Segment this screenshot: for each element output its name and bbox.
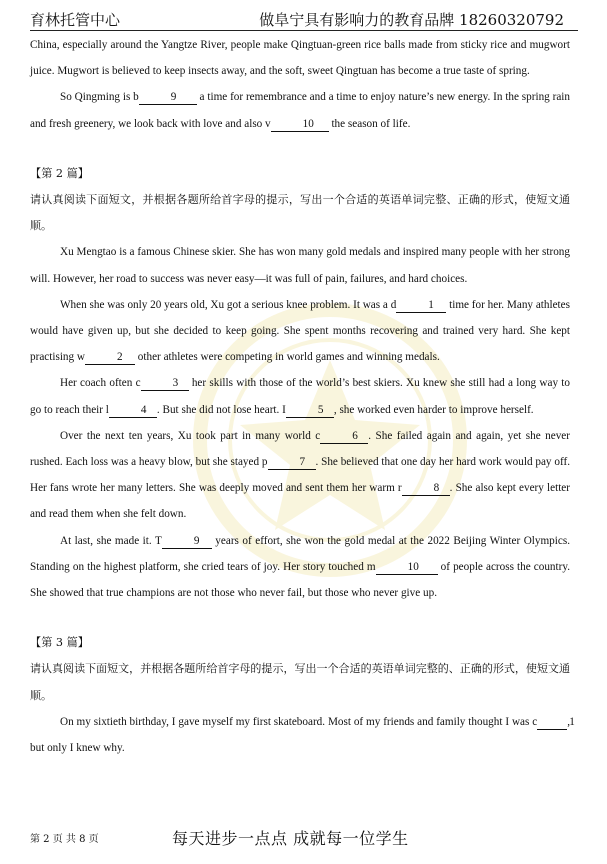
- answer-blank-9[interactable]: 9: [139, 91, 197, 105]
- answer-blank-6[interactable]: 6: [320, 430, 368, 444]
- page-footer: [30, 826, 578, 850]
- text-run: time for her. Many athletes would have given up, but she decided to keep going. She spent months recovering and trained very hard. She kept practising w: [30, 298, 570, 364]
- passage1-paragraph1: China, especially around the Yangtze River, people make Qingtuan-green rice balls made from sticky rice and mugwort juice. Mugwort is believed to keep insects away, and the soft, sweet Qingtuan has become a true taste of spring.: [30, 39, 570, 78]
- page-number: 第 2 页 共 8 页: [30, 834, 99, 845]
- text-run: a time for remembrance and a time to enjoy nature’s new energy. In the spring rain and fresh greenery, we look back with love and also v: [30, 91, 571, 130]
- header-tagline: 做阜宁具有影响力的教育品牌 18260320792: [259, 11, 564, 29]
- text-run: of people across the country. She showed that true champions are not those who never fail, but those who never give up.: [30, 560, 571, 600]
- answer-blank-2[interactable]: 2: [85, 351, 135, 365]
- text-run: When she was only 20 years old, Xu got a serious knee problem. It was a d: [60, 298, 397, 311]
- page-header: [30, 8, 578, 31]
- footer-slogan: 每天进步一点点 成就每一位学生: [172, 829, 409, 848]
- text-run: her skills with those of the world’s best skiers. Xu knew she still had a long way to go to reach their l: [30, 377, 570, 416]
- section3-paragraph1: [30, 709, 575, 761]
- answer-blank-3[interactable]: 3: [141, 377, 189, 391]
- header-org: 育林托管中心: [30, 11, 121, 29]
- section2-paragraph2: [30, 292, 570, 371]
- answer-blank-7[interactable]: 7: [268, 456, 316, 470]
- passage1-paragraph2: [30, 84, 570, 136]
- section2-paragraph1: Xu Mengtao is a famous Chinese skier. She has won many gold medals and inspired many people with her strong will. However, her road to success was never easy—it was full of pain, failures, and hard choices.: [30, 246, 570, 285]
- answer-blank-8[interactable]: 8: [402, 482, 450, 496]
- section2-paragraph4: [30, 423, 570, 528]
- text-run: years of effort, she won the gold medal at the 2022 Beijing Winter Olympics. Standing on the highest platform, she cried tears of joy. Her story touched m: [30, 534, 571, 573]
- section3-title: 【第 3 篇】: [30, 636, 89, 650]
- answer-blank-10[interactable]: 10: [271, 118, 329, 132]
- text-run: the season of life.: [328, 117, 411, 130]
- section3-instruction: 请认真阅读下面短文，并根据各题所给首字母的提示，写出一个合适的英语单词完整的、正确的形式，使短文通顺。: [30, 662, 570, 702]
- text-run: , but only I knew why.: [30, 715, 570, 755]
- text-run: , she worked even harder to improve herself.: [333, 403, 534, 416]
- answer-blank-1[interactable]: 1: [396, 299, 446, 313]
- text-run: Over the next ten years, Xu took part in many world c: [60, 429, 321, 442]
- document-body: [30, 32, 575, 761]
- section2-paragraph5: [30, 528, 570, 607]
- answer-blank-4[interactable]: 4: [109, 404, 157, 418]
- text-run: . But she did not lose heart. I: [156, 403, 286, 416]
- section2-paragraph3: [30, 370, 570, 422]
- text-run: So Qingming is b: [60, 91, 139, 104]
- section2-instruction: 请认真阅读下面短文，并根据各题所给首字母的提示，写出一个合适的英语单词完整、正确的形式，使短文通顺。: [30, 193, 570, 233]
- answer-blank-9b[interactable]: 9: [162, 535, 212, 549]
- text-run: On my sixtieth birthday, I gave myself my first skateboard. Most of my friends and family thought I was c: [60, 715, 538, 728]
- text-run: . She failed again and again, yet she never rushed. Each loss was a heavy blow, but she stayed p: [30, 429, 571, 469]
- text-run: . She also kept every letter and read them when she felt down.: [30, 482, 570, 521]
- answer-blank-1c[interactable]: 1: [537, 716, 567, 730]
- section2-title: 【第 2 篇】: [30, 166, 89, 180]
- answer-blank-10b[interactable]: 10: [376, 561, 438, 575]
- text-run: Her coach often c: [60, 377, 141, 390]
- answer-blank-5[interactable]: 5: [286, 404, 334, 418]
- text-run: At last, she made it. T: [60, 534, 162, 547]
- text-run: other athletes were competing in world games and winning medals.: [135, 351, 440, 364]
- text-run: . She believed that one day her hard work would pay off. Her fans wrote her many letters. She was deeply moved and sent them her warm r: [30, 456, 570, 495]
